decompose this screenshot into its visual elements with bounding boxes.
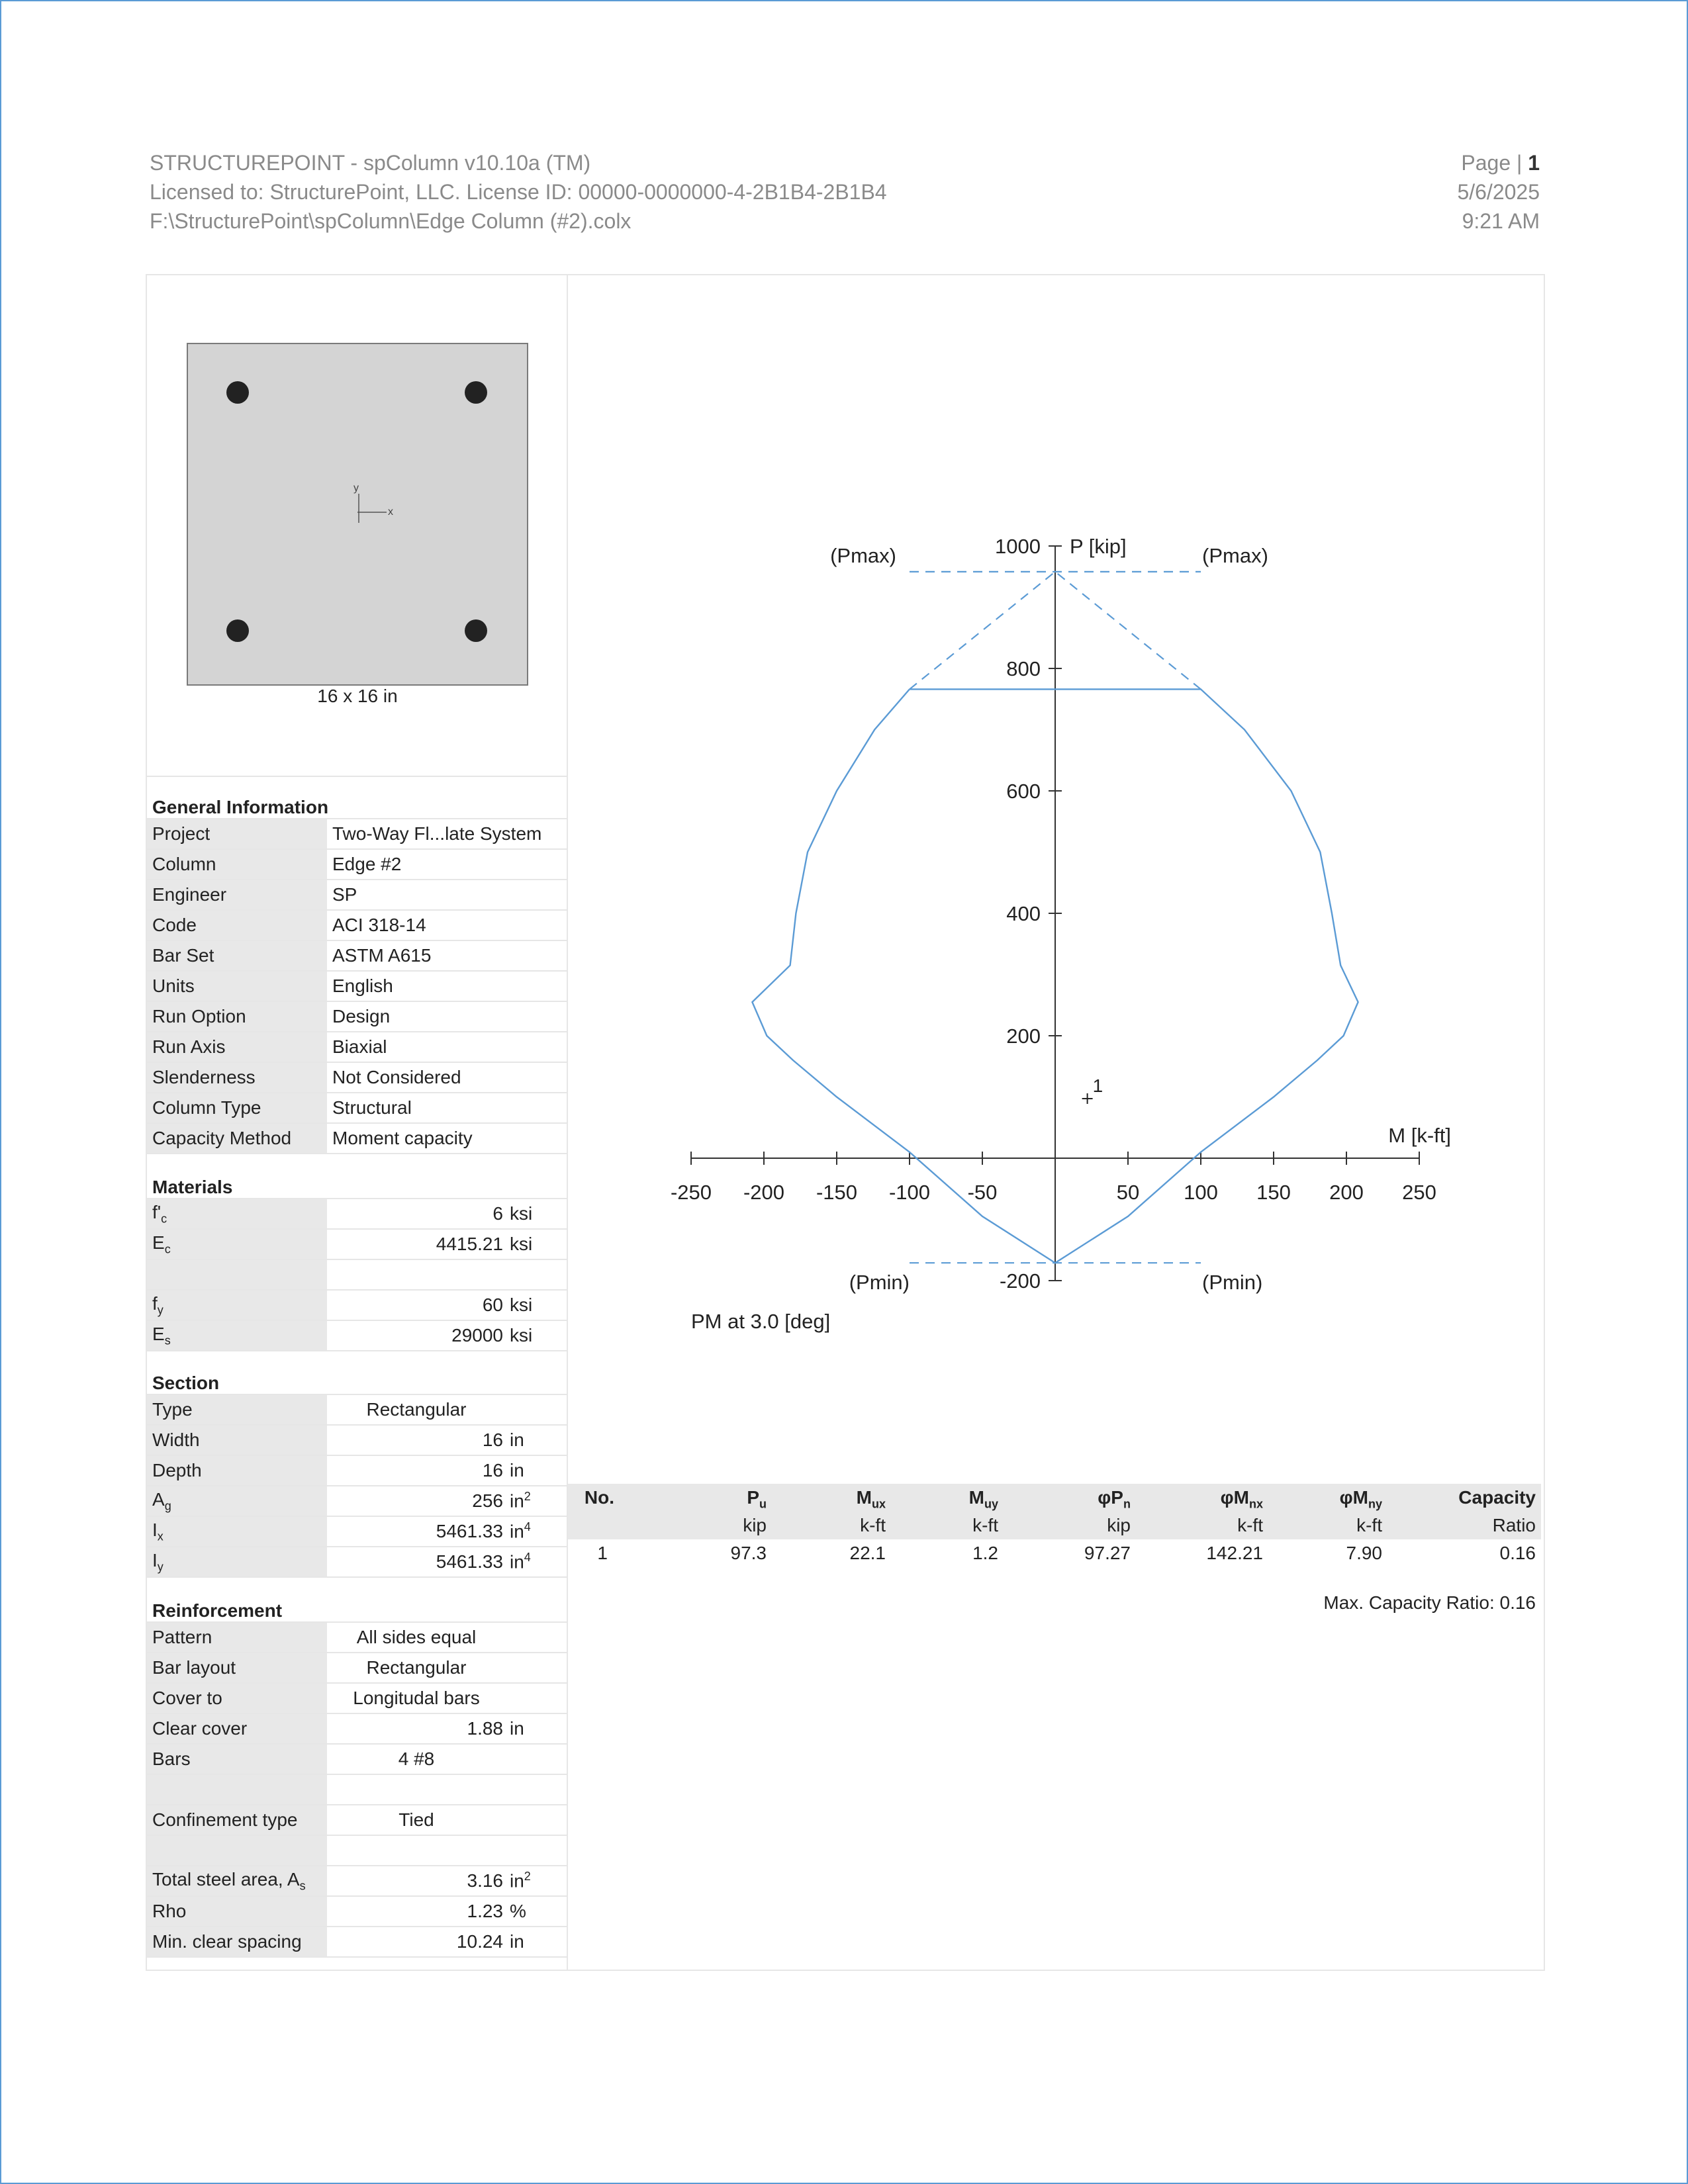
general-row (147, 849, 567, 880)
value-spacing: 10.24 (327, 1927, 510, 1957)
general-row (147, 819, 567, 849)
label-as: Total steel area, $A_s$ (147, 1866, 327, 1896)
value-fc: 6 (327, 1199, 510, 1229)
results-value-cell: 7.90 (1346, 1543, 1382, 1563)
label-es: $E_s$ (147, 1320, 327, 1351)
value-ag: 256 (327, 1486, 510, 1516)
header-date: 5/6/2025 (1457, 180, 1540, 204)
y-axis-label: P [kip] (1070, 535, 1127, 558)
value-pattern: All sides equal (327, 1622, 567, 1653)
value-width: 16 (327, 1425, 510, 1455)
row-width (147, 1425, 567, 1455)
label-ec: $E_c$ (147, 1229, 327, 1259)
unit-as: $in^2$ (510, 1866, 567, 1896)
results-header-cell (585, 1484, 614, 1512)
results-unit-cell: kip (743, 1515, 767, 1535)
label-cover-to: Cover to (147, 1683, 327, 1713)
general-row (147, 1093, 567, 1123)
label-fc: $f'_c$ (147, 1199, 327, 1229)
value-ec: 4415.21 (327, 1229, 510, 1259)
general-value: SP (327, 880, 567, 910)
x-axis-label: M [k-ft] (1388, 1124, 1451, 1147)
page-number: 1 (1528, 151, 1540, 175)
section-table (147, 1394, 567, 1578)
unit-ag: $in^2$ (510, 1486, 567, 1516)
label-ix: $I_x$ (147, 1516, 327, 1547)
unit-rho: % (510, 1896, 567, 1927)
row-cover-to (147, 1683, 567, 1713)
general-value: Biaxial (327, 1032, 567, 1062)
row-as (147, 1866, 567, 1896)
value-bars: 4 #8 (327, 1744, 567, 1774)
section-axes-icon (344, 480, 397, 527)
y-tick-label: 200 (1006, 1024, 1041, 1048)
value-clear-cover: 1.88 (327, 1713, 510, 1744)
results-header-cell (1458, 1484, 1536, 1512)
blank-cell (327, 1835, 567, 1866)
section-axis-y: y (353, 482, 359, 494)
y-tick-label: -200 (999, 1269, 1041, 1293)
section-axis-x: x (388, 506, 393, 518)
general-row (147, 1123, 567, 1154)
general-row (147, 880, 567, 910)
general-label: Capacity Method (147, 1123, 327, 1154)
label-ag: $A_g$ (147, 1486, 327, 1516)
results-value-cell: 1.2 (972, 1543, 998, 1563)
unit-fc: ksi (510, 1199, 567, 1229)
general-row (147, 910, 567, 940)
header-time: 9:21 AM (1462, 209, 1540, 233)
general-label: Engineer (147, 880, 327, 910)
results-unit-cell: k-ft (1356, 1515, 1382, 1535)
x-tick-label: -250 (670, 1181, 712, 1204)
label-depth: Depth (147, 1455, 327, 1486)
general-value: English (327, 971, 567, 1001)
label-spacing: Min. clear spacing (147, 1927, 327, 1957)
results-unit-cell: Ratio (1492, 1515, 1536, 1535)
unit-ix: $in^4$ (510, 1516, 567, 1547)
value-fy: 60 (327, 1290, 510, 1320)
results-unit-cell: k-ft (860, 1515, 886, 1535)
unit-iy: $in^4$ (510, 1547, 567, 1577)
row-blank (147, 1774, 567, 1805)
unit-ec: ksi (510, 1229, 567, 1259)
general-row (147, 1032, 567, 1062)
label-fy: $f_y$ (147, 1290, 327, 1320)
label-width: Width (147, 1425, 327, 1455)
header-name: Capacity (1458, 1487, 1536, 1508)
value-iy: 5461.33 (327, 1547, 510, 1577)
x-tick-label: 200 (1329, 1181, 1364, 1204)
label-pattern: Pattern (147, 1622, 327, 1653)
general-value: Moment capacity (327, 1123, 567, 1154)
row-depth (147, 1455, 567, 1486)
header-name: φM (1220, 1487, 1249, 1508)
unit-clear-cover: in (510, 1713, 567, 1744)
unit-es: ksi (510, 1320, 567, 1351)
general-value: ASTM A615 (327, 940, 567, 971)
label-confinement: Confinement type (147, 1805, 327, 1835)
general-value: Not Considered (327, 1062, 567, 1093)
blank-cell (147, 1774, 327, 1805)
x-tick-label: 150 (1256, 1181, 1291, 1204)
row-layout (147, 1653, 567, 1683)
row-rho (147, 1896, 567, 1927)
general-label: Column (147, 849, 327, 880)
rebar-top-right (465, 381, 487, 404)
materials-title: Materials (152, 1177, 233, 1197)
blank-cell (327, 1259, 510, 1290)
header-page: Page | 1 (1461, 151, 1540, 175)
x-tick-label: -100 (888, 1181, 931, 1204)
header-name: φM (1339, 1487, 1368, 1508)
rebar-bottom-left (226, 619, 249, 642)
x-tick-label: -200 (743, 1181, 785, 1204)
unit-fy: ksi (510, 1290, 567, 1320)
header-subscript: uy (984, 1497, 998, 1511)
unit-spacing: in (510, 1927, 567, 1957)
results-value-cell: 0.16 (1499, 1543, 1536, 1563)
header-name: No. (584, 1487, 614, 1508)
general-value: ACI 318-14 (327, 910, 567, 940)
general-value: Two-Way Fl...late System (327, 819, 567, 849)
x-tick-label: 100 (1184, 1181, 1218, 1204)
label-clear-cover: Clear cover (147, 1713, 327, 1744)
general-value: Design (327, 1001, 567, 1032)
pmax-label-right: (Pmax) (1202, 543, 1268, 567)
general-label: Slenderness (147, 1062, 327, 1093)
label-layout: Bar layout (147, 1653, 327, 1683)
blank-cell (147, 1259, 327, 1290)
row-iy (147, 1547, 567, 1577)
results-unit-cell: k-ft (972, 1515, 998, 1535)
value-cover-to: Longitudal bars (327, 1683, 567, 1713)
row-es (147, 1320, 567, 1351)
x-tick-label: 250 (1402, 1181, 1436, 1204)
results-value-cell: 142.21 (1206, 1543, 1263, 1563)
header-name: P (747, 1487, 759, 1508)
general-label: Bar Set (147, 940, 327, 971)
blank-cell (510, 1259, 567, 1290)
general-row (147, 1001, 567, 1032)
header-name: M (856, 1487, 872, 1508)
general-label: Column Type (147, 1093, 327, 1123)
general-row (147, 940, 567, 971)
blank-cell (327, 1774, 567, 1805)
y-tick-label: 400 (1006, 902, 1041, 925)
label-rho: Rho (147, 1896, 327, 1927)
y-tick-label: 600 (1006, 780, 1041, 803)
header-subscript: nx (1248, 1497, 1263, 1511)
rebar-bottom-right (465, 619, 487, 642)
row-clear-cover (147, 1713, 567, 1744)
general-label: Run Axis (147, 1032, 327, 1062)
results-unit-cell: k-ft (1237, 1515, 1263, 1535)
general-info-table (147, 818, 567, 1154)
row-bars (147, 1744, 567, 1774)
blank-cell (147, 1835, 327, 1866)
rebar-top-left (226, 381, 249, 404)
pmin-label-left: (Pmin) (849, 1271, 910, 1295)
row-blank (147, 1259, 567, 1290)
results-value-cell: 22.1 (849, 1543, 886, 1563)
row-fy (147, 1290, 567, 1320)
header-software: STRUCTUREPOINT - spColumn v10.10a (TM) (150, 151, 591, 175)
interaction-diagram (568, 463, 1541, 1350)
general-row (147, 1062, 567, 1093)
value-confinement: Tied (327, 1805, 567, 1835)
row-confinement (147, 1805, 567, 1835)
row-type (147, 1394, 567, 1425)
reinforcement-title: Reinforcement (152, 1600, 283, 1621)
general-label: Code (147, 910, 327, 940)
value-as: 3.16 (327, 1866, 510, 1896)
row-spacing (147, 1927, 567, 1957)
x-tick-label: 50 (1116, 1181, 1140, 1204)
value-ix: 5461.33 (327, 1516, 510, 1547)
value-es: 29000 (327, 1320, 510, 1351)
separator (146, 776, 567, 777)
header-name: φP (1098, 1487, 1123, 1508)
x-tick-label: -50 (967, 1181, 998, 1204)
label-type: Type (147, 1394, 327, 1425)
header-name: M (968, 1487, 984, 1508)
general-label: Project (147, 819, 327, 849)
load-point-label: 1 (1092, 1075, 1103, 1096)
value-depth: 16 (327, 1455, 510, 1486)
section-dimension: 16 x 16 in (317, 686, 398, 706)
reinforcement-table (147, 1621, 567, 1958)
label-bars: Bars (147, 1744, 327, 1774)
header-subscript: ux (871, 1497, 886, 1511)
pmax-label-left: (Pmax) (830, 543, 896, 567)
materials-table (147, 1198, 567, 1351)
pmin-label-right: (Pmin) (1202, 1271, 1263, 1295)
row-ix (147, 1516, 567, 1547)
header-subscript: n (1123, 1497, 1131, 1511)
row-blank (147, 1835, 567, 1866)
label-iy: $I_y$ (147, 1547, 327, 1577)
general-label: Run Option (147, 1001, 327, 1032)
y-tick-label: 800 (1006, 657, 1041, 680)
y-tick-label: 1000 (995, 535, 1041, 558)
header-file-path: F:\StructurePoint\spColumn\Edge Column (#2).colx (150, 209, 632, 233)
results-value-cell: 97.3 (730, 1543, 767, 1563)
general-value: Structural (327, 1093, 567, 1123)
unit-width: in (510, 1425, 567, 1455)
header-subscript: ny (1368, 1497, 1382, 1511)
pmax-extension-right (1055, 572, 1201, 690)
max-capacity-ratio: Max. Capacity Ratio: 0.16 (1323, 1592, 1536, 1613)
chart-annotation: PM at 3.0 [deg] (691, 1310, 831, 1333)
general-title: General Information (152, 797, 329, 817)
value-rho: 1.23 (327, 1896, 510, 1927)
row-ag (147, 1486, 567, 1516)
results-header (568, 1484, 1541, 1539)
results-row (568, 1539, 1541, 1569)
results-unit-cell: kip (1107, 1515, 1131, 1535)
general-row (147, 971, 567, 1001)
general-value: Edge #2 (327, 849, 567, 880)
results-value-cell: 97.27 (1084, 1543, 1131, 1563)
value-layout: Rectangular (327, 1653, 567, 1683)
unit-depth: in (510, 1455, 567, 1486)
x-tick-label: -150 (816, 1181, 858, 1204)
general-label: Units (147, 971, 327, 1001)
header-license: Licensed to: StructurePoint, LLC. License ID: 00000-0000000-4-2B1B4-2B1B4 (150, 180, 887, 204)
value-type: Rectangular (327, 1394, 567, 1425)
row-ec (147, 1229, 567, 1259)
results-value-cell: 1 (597, 1543, 608, 1563)
header-subscript: u (759, 1497, 767, 1511)
section-title: Section (152, 1373, 220, 1393)
row-pattern (147, 1622, 567, 1653)
row-fc (147, 1199, 567, 1229)
